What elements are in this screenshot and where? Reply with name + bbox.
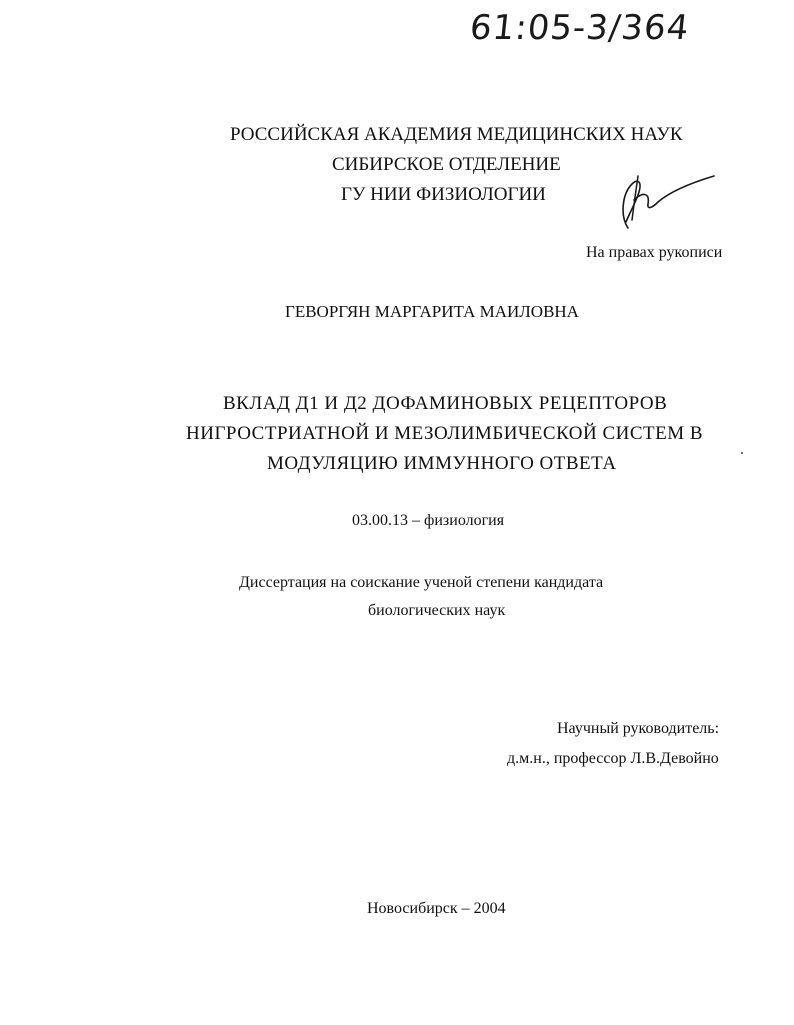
organization-line-2: СИБИРСКОЕ ОТДЕЛЕНИЕ xyxy=(332,154,561,175)
rights-note: На правах рукописи xyxy=(586,244,723,261)
dissertation-title-line-2: НИГРОСТРИАТНОЙ И МЕЗОЛИМБИЧЕСКОЙ СИСТЕМ В xyxy=(186,423,704,444)
archive-code-handwritten: 61:05-3/364 xyxy=(467,8,692,48)
organization-line-1: РОССИЙСКАЯ АКАДЕМИЯ МЕДИЦИНСКИХ НАУК xyxy=(230,124,683,145)
degree-line-2: биологических наук xyxy=(368,602,506,619)
dissertation-title-line-3: МОДУЛЯЦИЮ ИММУННОГО ОТВЕТА xyxy=(267,453,617,474)
scan-speck xyxy=(741,452,743,454)
signature-icon xyxy=(612,170,722,232)
degree-line-1: Диссертация на соискание ученой степени кандидата xyxy=(239,574,604,591)
author-name: ГЕВОРГЯН МАРГАРИТА МАИЛОВНА xyxy=(285,302,579,321)
organization-line-3: ГУ НИИ ФИЗИОЛОГИИ xyxy=(341,184,546,205)
supervisor-name: д.м.н., профессор Л.В.Девойно xyxy=(507,750,719,767)
city-year: Новосибирск – 2004 xyxy=(367,900,506,917)
supervisor-label: Научный руководитель: xyxy=(557,720,720,737)
specialty-code: 03.00.13 – физиология xyxy=(352,512,505,529)
dissertation-title-line-1: ВКЛАД Д1 И Д2 ДОФАМИНОВЫХ РЕЦЕПТОРОВ xyxy=(223,393,668,414)
